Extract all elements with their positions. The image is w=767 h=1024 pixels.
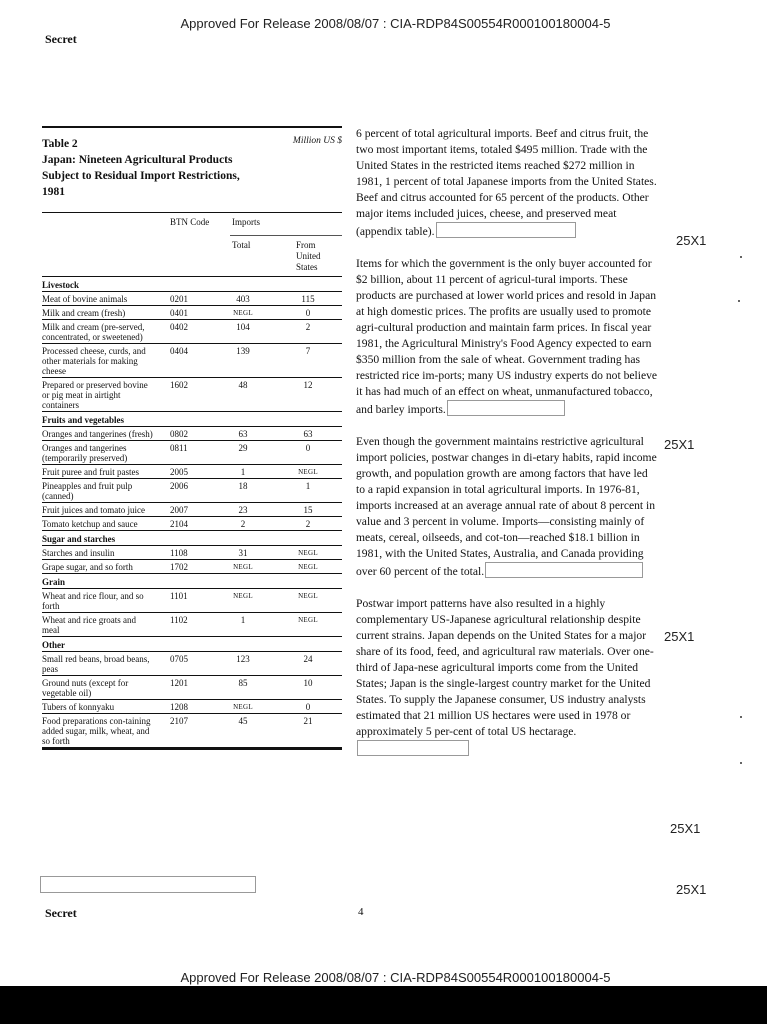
- product-cell: Meat of bovine animals: [42, 294, 128, 304]
- btn-code-cell: 0802: [170, 429, 188, 439]
- product-cell: Wheat and rice groats and meal: [42, 615, 136, 635]
- total-imports-cell: NEGL: [233, 563, 253, 571]
- product-cell: Grape sugar, and so forth: [42, 562, 133, 572]
- body-text-column: [356, 126, 658, 774]
- product-cell: Ground nuts (except for vegetable oil): [42, 678, 129, 698]
- btn-code-cell: 1101: [170, 591, 188, 601]
- btn-code-cell: 2006: [170, 481, 188, 491]
- total-imports-cell: 104: [236, 322, 250, 332]
- column-header-imports: Imports: [232, 217, 260, 227]
- total-imports-cell: 48: [238, 380, 248, 390]
- btn-code-cell: 2107: [170, 716, 188, 726]
- product-cell: Tubers of konnyaku: [42, 702, 115, 712]
- table-title: Japan: Nineteen Agricultural Products Subject to Residual Import Restrictions, 1981: [42, 154, 240, 198]
- table-row: [42, 517, 342, 531]
- table-row: [42, 441, 342, 465]
- product-cell: Starches and insulin: [42, 548, 115, 558]
- btn-code-cell: 1102: [170, 615, 188, 625]
- total-imports-cell: 63: [238, 429, 248, 439]
- product-cell: Pineapples and fruit pulp (canned): [42, 481, 133, 501]
- table-row: [42, 560, 342, 574]
- paragraph: Even though the government maintains restrictive agricultural import policies, postwar changes in di-etary habits, rapid income growth, and population growth are among factors that have led to a rapid expansion in total agricultural imports. In 1976-81, imports increased at an average annual rate of about 8 percent in value and 3 percent in volume. Imports—consisting mainly of meats, cereal, oilseeds, and cot-ton—reached $18.1 billion in 1981, with the United States, Australia, and Canada providing over 60 percent of the total.: [356, 435, 657, 578]
- paragraph: Items for which the government is the only buyer accounted for $2 billion, about 11 percent of agricul-tural imports. These products are purchased at lower world prices and resold in Japan at high domestic prices. The profits are usually used to promote agri-cultural production and maintain farm prices. In fiscal year 1981, the Agricultural Ministry's Food Agency expected to earn $350 million from the sale of wheat. Government trading has restricted rice im-ports; many US industry experts do not believe it has had much of an effect on wheat, unmanufactured tobacco, and barley imports.: [356, 257, 658, 416]
- btn-code-cell: 1602: [170, 380, 188, 390]
- table-group-header: Grain: [42, 574, 342, 589]
- from-us-cell: 2: [305, 322, 311, 332]
- from-us-cell: 15: [303, 505, 313, 515]
- scan-speck: [740, 762, 742, 764]
- table-units: Million US $: [292, 136, 342, 146]
- btn-code-cell: 0401: [170, 308, 188, 318]
- table-group-header: Other: [42, 637, 342, 652]
- redaction-code-mark: 25X1: [676, 882, 707, 897]
- total-imports-cell: 45: [238, 716, 248, 726]
- from-us-cell: 24: [303, 654, 313, 664]
- btn-code-cell: 0404: [170, 346, 188, 356]
- product-cell: Processed cheese, curds, and other materials for making cheese: [42, 346, 146, 376]
- scan-speck: [738, 300, 740, 302]
- total-imports-cell: NEGL: [233, 309, 253, 317]
- table-body: [42, 276, 342, 748]
- from-us-cell: 7: [305, 346, 311, 356]
- redaction-box: [357, 740, 469, 756]
- btn-code-cell: 0201: [170, 294, 188, 304]
- table-row: [42, 378, 342, 412]
- total-imports-cell: 1: [240, 615, 246, 625]
- from-us-cell: 63: [303, 429, 313, 439]
- redaction-code-mark: 25X1: [664, 629, 695, 644]
- btn-code-cell: 0705: [170, 654, 188, 664]
- release-stamp-bottom: Approved For Release 2008/08/07 : CIA-RDP84S00554R000100180004-5: [180, 970, 611, 985]
- total-imports-cell: 123: [236, 654, 250, 664]
- product-cell: Tomato ketchup and sauce: [42, 519, 138, 529]
- btn-code-cell: 1108: [170, 548, 188, 558]
- btn-code-cell: 0811: [170, 443, 188, 453]
- from-us-cell: NEGL: [298, 616, 318, 624]
- from-us-cell: NEGL: [298, 563, 318, 571]
- from-us-cell: 115: [301, 294, 315, 304]
- btn-code-cell: 2005: [170, 467, 188, 477]
- product-cell: Milk and cream (pre-served, concentrated, or sweetened): [42, 322, 145, 342]
- table-title-block: [42, 136, 242, 200]
- import-restrictions-table: [42, 126, 342, 750]
- redaction-code-mark: 25X1: [664, 437, 695, 452]
- release-stamp-top: Approved For Release 2008/08/07 : CIA-RDP84S00554R000100180004-5: [180, 16, 611, 31]
- total-imports-cell: 18: [238, 481, 248, 491]
- product-cell: Prepared or preserved bovine or pig meat in airtight containers: [42, 380, 148, 410]
- redaction-box: [485, 562, 643, 578]
- product-cell: Fruit juices and tomato juice: [42, 505, 145, 515]
- table-row: [42, 676, 342, 700]
- btn-code-cell: 2007: [170, 505, 188, 515]
- table-row: [42, 546, 342, 560]
- table-bottom-rule: [42, 748, 342, 750]
- table-group-header: Fruits and vegetables: [42, 412, 342, 427]
- from-us-cell: 0: [305, 308, 311, 318]
- column-header-total: Total: [232, 240, 251, 250]
- from-us-cell: NEGL: [298, 592, 318, 600]
- page-number: 4: [358, 906, 364, 918]
- from-us-cell: 1: [305, 481, 311, 491]
- total-imports-cell: 31: [238, 548, 248, 558]
- from-us-cell: 0: [305, 702, 311, 712]
- paragraph: 6 percent of total agricultural imports. Beef and citrus fruit, the two most important items, totaled $495 million. Trade with the United States in the restricted items reached $272 million in 1981, 1 percent of total Japanese imports from the United States. Beef and citrus accounted for 65 percent of the products. Other major items included juices, cheese, and preserved meat (appendix table).: [356, 127, 657, 238]
- scan-speck: [740, 716, 742, 718]
- total-imports-cell: 2: [240, 519, 246, 529]
- column-header-btn-code: BTN Code: [170, 217, 210, 227]
- redaction-box: [447, 400, 565, 416]
- table-column-headers: [42, 212, 342, 276]
- redaction-box: [40, 876, 256, 893]
- column-header-divider: [230, 235, 342, 236]
- product-cell: Oranges and tangerines (temporarily preserved): [42, 443, 128, 463]
- from-us-cell: NEGL: [298, 468, 318, 476]
- total-imports-cell: 403: [236, 294, 250, 304]
- product-cell: Fruit puree and fruit pastes: [42, 467, 139, 477]
- total-imports-cell: 23: [238, 505, 248, 515]
- product-cell: Food preparations con-taining added sugar, milk, wheat, and so forth: [42, 716, 151, 746]
- table-row: [42, 652, 342, 676]
- table-row: [42, 465, 342, 479]
- from-us-cell: NEGL: [298, 549, 318, 557]
- paragraph: Postwar import patterns have also resulted in a highly complementary US-Japanese agricultural relationship despite current strains. Japan depends on the United States for a major share of its food, feed, and agricultural raw materials. Over one-third of Japa-nese agricultural imports come from the United States; Japan is the single-largest country market for the United States. To supply the Japanese consumer, US industry analysts estimated that 21 million US hectares were used in 1978 or approximately 5 per-cent of total US hectarage.: [356, 596, 658, 758]
- total-imports-cell: NEGL: [233, 592, 253, 600]
- table-row: [42, 479, 342, 503]
- table-row: [42, 714, 342, 748]
- redaction-code-mark: 25X1: [670, 821, 701, 836]
- table-row: [42, 320, 342, 344]
- column-header-from-us: From United States: [296, 240, 321, 272]
- from-us-cell: 10: [303, 678, 313, 688]
- product-cell: Wheat and rice flour, and so forth: [42, 591, 144, 611]
- table-row: [42, 503, 342, 517]
- total-imports-cell: 85: [238, 678, 248, 688]
- table-row: [42, 344, 342, 378]
- total-imports-cell: 139: [236, 346, 250, 356]
- redaction-box: [436, 222, 576, 238]
- from-us-cell: 12: [303, 380, 313, 390]
- table-heading: [42, 128, 342, 212]
- total-imports-cell: 1: [240, 467, 246, 477]
- classification-footer: Secret: [45, 906, 77, 920]
- table-group-header: Livestock: [42, 277, 342, 292]
- table-group-header: Sugar and starches: [42, 531, 342, 546]
- product-cell: Small red beans, broad beans, peas: [42, 654, 150, 674]
- table-row: [42, 306, 342, 320]
- from-us-cell: 0: [305, 443, 311, 453]
- table-row: [42, 427, 342, 441]
- table-label: Table 2: [42, 138, 78, 150]
- table-row: [42, 700, 342, 714]
- btn-code-cell: 1201: [170, 678, 188, 688]
- product-cell: Oranges and tangerines (fresh): [42, 429, 153, 439]
- total-imports-cell: NEGL: [233, 703, 253, 711]
- classification-header: Secret: [45, 32, 77, 46]
- btn-code-cell: 1208: [170, 702, 188, 712]
- table-row: [42, 292, 342, 306]
- btn-code-cell: 2104: [170, 519, 188, 529]
- from-us-cell: 2: [305, 519, 311, 529]
- total-imports-cell: 29: [238, 443, 248, 453]
- btn-code-cell: 1702: [170, 562, 188, 572]
- redaction-code-mark: 25X1: [676, 233, 707, 248]
- table-row: [42, 589, 342, 613]
- table-row: [42, 613, 342, 637]
- btn-code-cell: 0402: [170, 322, 188, 332]
- scan-speck: [740, 256, 742, 258]
- product-cell: Milk and cream (fresh): [42, 308, 126, 318]
- from-us-cell: 21: [303, 716, 313, 726]
